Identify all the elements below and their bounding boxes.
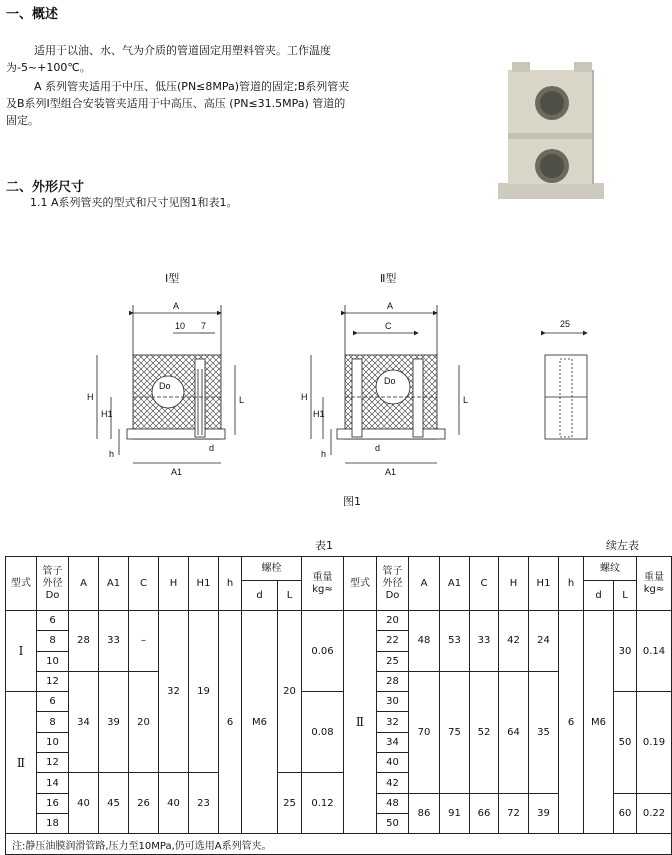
cell-C-right: 52 — [470, 671, 499, 793]
hdr-h-left: h — [219, 557, 242, 611]
cell-od-left: 12 — [37, 753, 69, 773]
hdr-H1-right: H1 — [529, 557, 559, 611]
dim-H1-type2: H1 — [313, 409, 325, 419]
cell-typeI: Ⅰ — [6, 611, 37, 692]
dim-H-type2: H — [301, 392, 308, 402]
cell-A1-right: 53 — [440, 611, 470, 672]
cell-H-right: 72 — [499, 793, 529, 834]
dim-C-type2: C — [385, 321, 392, 331]
hdr-A1-right: A1 — [440, 557, 470, 611]
hdr-H-right: H — [499, 557, 529, 611]
cell-weight-left: 0.06 — [302, 611, 344, 692]
dim-Do-type1: Do — [159, 381, 171, 391]
section2-heading: 二、外形尺寸 — [6, 180, 85, 195]
cell-od-right: 50 — [377, 813, 409, 833]
dim-25: 25 — [560, 319, 571, 329]
cell-weight-right: 0.14 — [637, 611, 672, 692]
dim-10: 10 — [175, 321, 186, 331]
dim-h-type2: h — [321, 449, 327, 459]
cell-od-left: 18 — [37, 813, 69, 833]
cell-od-left: 14 — [37, 773, 69, 793]
cell-L-right: 60 — [614, 793, 637, 834]
section1-para1: 适用于以油、水、气为介质的管道固定用塑料管夹。工作温度为-5~+100℃。 — [6, 44, 331, 74]
cell-od-right: 42 — [377, 773, 409, 793]
hdr-h-right: h — [559, 557, 584, 611]
cell-A-left: 40 — [69, 773, 99, 834]
dim-7: 7 — [201, 321, 207, 331]
cell-H1-left: 23 — [189, 773, 219, 834]
cell-od-right: 20 — [377, 611, 409, 631]
cell-H-right: 42 — [499, 611, 529, 672]
dim-H1-type1: H1 — [101, 409, 113, 419]
cell-A-right: 48 — [409, 611, 440, 672]
hdr-weight-left: 重量 kg≈ — [302, 557, 344, 611]
hdr-d-left: d — [242, 581, 278, 611]
hdr-A1-left: A1 — [99, 557, 129, 611]
hdr-C-left: C — [129, 557, 159, 611]
dim-A-type2: A — [387, 301, 394, 311]
table-title: 表1 — [315, 539, 333, 552]
cell-od-left: 8 — [37, 712, 69, 732]
cell-A1-left: 45 — [99, 773, 129, 834]
cell-od-left: 10 — [37, 732, 69, 752]
cell-od-left: 6 — [37, 611, 69, 631]
cell-od-left: 8 — [37, 631, 69, 651]
cell-A-left: 34 — [69, 671, 99, 772]
cell-A-right: 86 — [409, 793, 440, 834]
cell-H1-right: 24 — [529, 611, 559, 672]
cell-h-left: 6 — [219, 611, 242, 834]
hdr-L-left: L — [278, 581, 302, 611]
cell-H-right: 64 — [499, 671, 529, 793]
hdr-od-right: 管子 外径 Do — [377, 557, 409, 611]
cell-weight-right: 0.19 — [637, 692, 672, 793]
cell-H1-right: 39 — [529, 793, 559, 834]
cell-od-right: 28 — [377, 671, 409, 691]
cell-d-left: M6 — [242, 611, 278, 834]
cell-od-right: 30 — [377, 692, 409, 712]
table-continued: 续左表 — [606, 539, 639, 552]
dim-A1-type1: A1 — [171, 467, 183, 477]
table-note: 注:静压油膜润滑管路,压力至10MPa,仍可选用A系列管夹。 — [6, 834, 672, 855]
cell-od-right: 22 — [377, 631, 409, 651]
hdr-A-right: A — [409, 557, 440, 611]
hdr-A-left: A — [69, 557, 99, 611]
dim-Do-type2: Do — [384, 376, 396, 386]
dim-A-type1: A — [173, 301, 180, 311]
cell-od-left: 10 — [37, 651, 69, 671]
hdr-d-right: d — [584, 581, 614, 611]
hdr-type-right: 型式 — [344, 557, 377, 611]
cell-C-left: – — [129, 611, 159, 672]
cell-weight-left: 0.08 — [302, 692, 344, 773]
hdr-type-left: 型式 — [6, 557, 37, 611]
cell-A1-left: 33 — [99, 611, 129, 672]
hdr-thread: 螺纹 — [584, 557, 637, 581]
cell-od-left: 16 — [37, 793, 69, 813]
hdr-C-right: C — [470, 557, 499, 611]
hdr-weight-right: 重量 kg≈ — [637, 557, 672, 611]
cell-A1-left: 39 — [99, 671, 129, 772]
dim-H-type1: H — [87, 392, 94, 402]
cell-A1-right: 75 — [440, 671, 470, 793]
cell-C-left: 26 — [129, 773, 159, 834]
dim-L-type2: L — [463, 395, 469, 405]
cell-od-right: 34 — [377, 732, 409, 752]
section1-para2: A 系列管夹适用于中压、低压(PN≤8MPa)管道的固定;B系列管夹及B系列Ⅰ型组合安装管夹适用于中高压、高压 (PN≤31.5MPa) 管道的固定。 — [6, 80, 350, 127]
cell-od-right: 32 — [377, 712, 409, 732]
cell-A-right: 70 — [409, 671, 440, 793]
table-row — [6, 611, 672, 631]
cell-L-right: 50 — [614, 692, 637, 793]
dim-d-type1: d — [209, 443, 215, 453]
dim-A1-type2: A1 — [385, 467, 397, 477]
figure-caption: 图1 — [343, 495, 361, 508]
dim-h-type1: h — [109, 449, 115, 459]
cell-L-left: 25 — [278, 773, 302, 834]
hdr-H1-left: H1 — [189, 557, 219, 611]
cell-od-right: 25 — [377, 651, 409, 671]
hdr-od-left: 管子 外径 Do — [37, 557, 69, 611]
section2-para1: 1.1 A系列管夹的型式和尺寸见图1和表1。 — [30, 196, 238, 209]
figure-type1-label: Ⅰ型 — [165, 272, 180, 285]
cell-C-left: 20 — [129, 671, 159, 772]
cell-od-left: 12 — [37, 671, 69, 691]
cell-A1-right: 91 — [440, 793, 470, 834]
cell-h-right: 6 — [559, 611, 584, 834]
hdr-L-right: L — [614, 581, 637, 611]
cell-A-left: 28 — [69, 611, 99, 672]
cell-weight-left: 0.12 — [302, 773, 344, 834]
cell-H1-right: 35 — [529, 671, 559, 793]
section1-heading: 一、概述 — [6, 7, 59, 22]
figure-type2-label: Ⅱ型 — [380, 272, 397, 285]
cell-weight-right: 0.22 — [637, 793, 672, 834]
cell-C-right: 33 — [470, 611, 499, 672]
hdr-H-left: H — [159, 557, 189, 611]
cell-od-right: 40 — [377, 753, 409, 773]
product-photo — [496, 58, 608, 204]
cell-H-left: 40 — [159, 773, 189, 834]
cell-od-left: 6 — [37, 692, 69, 712]
cell-d-right: M6 — [584, 611, 614, 834]
cell-typeII-left: Ⅱ — [6, 692, 37, 834]
dim-L-type1: L — [239, 395, 245, 405]
spec-table — [5, 556, 672, 855]
cell-L-left: 20 — [278, 611, 302, 773]
cell-C-right: 66 — [470, 793, 499, 834]
figure-drawing — [75, 285, 625, 485]
cell-L-right: 30 — [614, 611, 637, 692]
dim-d-type2: d — [375, 443, 381, 453]
cell-H-left: 32 — [159, 611, 189, 773]
cell-od-right: 48 — [377, 793, 409, 813]
cell-typeII-right: Ⅱ — [344, 611, 377, 834]
cell-H1-left: 19 — [189, 611, 219, 773]
hdr-bolt: 螺栓 — [242, 557, 302, 581]
